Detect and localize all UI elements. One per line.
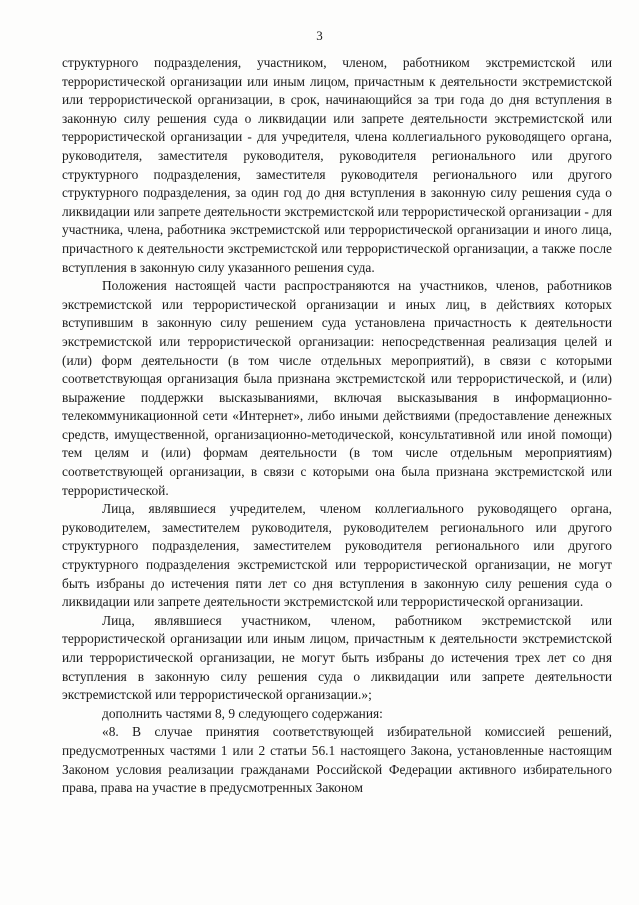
paragraph-1: структурного подразделения, участником, членом, работником экстремистской или террористической организации или иным лицом, причастным к деятельности экстремистской или террористической организации, в срок, начинающийся за три года до дня вступления в законную силу решения суда о ликвидации или запрете деятельности экстремистской или террористической организации - для учредителя, члена коллегиального руководящего органа, руководителя, заместителя руководителя, руководителя регионального или другого структурного подразделения, заместителя руководителя регионального или другого структурного подразделения, за один год до дня вступления в законную силу решения суда о ликвидации или запрете деятельности экстремистской или террористической организации - для участника, члена, работника экстремистской или террористической организации и иного лица, причастного к деятельности экстремистской или террористической организации, а также после вступления в законную силу указанного решения суда.: [62, 55, 612, 275]
paragraph-4: Лица, являвшиеся участником, членом, работником экстремистской или террористической организации или иным лицом, причастным к деятельности экстремистской или террористической организации, не могут быть избраны до истечения трех лет со дня вступления в законную силу решения суда о ликвидации или запрете деятельности экстремистской или террористической организации.»;: [62, 612, 612, 703]
page-number: 3: [316, 28, 323, 43]
paragraph-3: Лица, являвшиеся учредителем, членом коллегиального руководящего органа, руководителем, заместителем руководителя, руководителем регионального или другого структурного подразделения, заместителем руководителя регионального или другого структурного подразделения экстремистской или террористической организации, не могут быть избраны до истечения пяти лет со дня вступления в законную силу решения суда о ликвидации или запрете деятельности экстремистской или террористической организации.: [62, 501, 612, 610]
paragraph-2: Положения настоящей части распространяются на участников, членов, работников экстремистской или террористической организации и иных лиц, в действиях которых вступившим в законную силу решением суда установлена причастность к деятельности экстремистской или террористической организации: непосредственная реализация целей и (или) форм деятельности (в том числе отдельных мероприятий), в связи с которыми соответствующая организация была признана экстремистской или террористической, и (или) выражение поддержки высказываниями, включая высказывания в информационно-телекоммуникационной сети «Интернет», либо иными действиями (предоставление денежных средств, имущественной, организационно-методической, консультативной или иной помощи) тем целям и (или) формам деятельности (в том числе отдельным мероприятиям) соответствующей организации, в связи с которыми она была признана экстремистской или террористической.: [62, 278, 612, 498]
paragraph-6: «8. В случае принятия соответствующей избирательной комиссией решений, предусмотренных частями 1 или 2 статьи 56.1 настоящего Закона, установленные настоящим Законом условия реализации гражданами Российской Федерации активного избирательного права, права на участие в предусмотренных Законом: [62, 724, 612, 796]
paragraph-5: дополнить частями 8, 9 следующего содержания:: [102, 705, 383, 721]
document-body: [62, 54, 612, 798]
